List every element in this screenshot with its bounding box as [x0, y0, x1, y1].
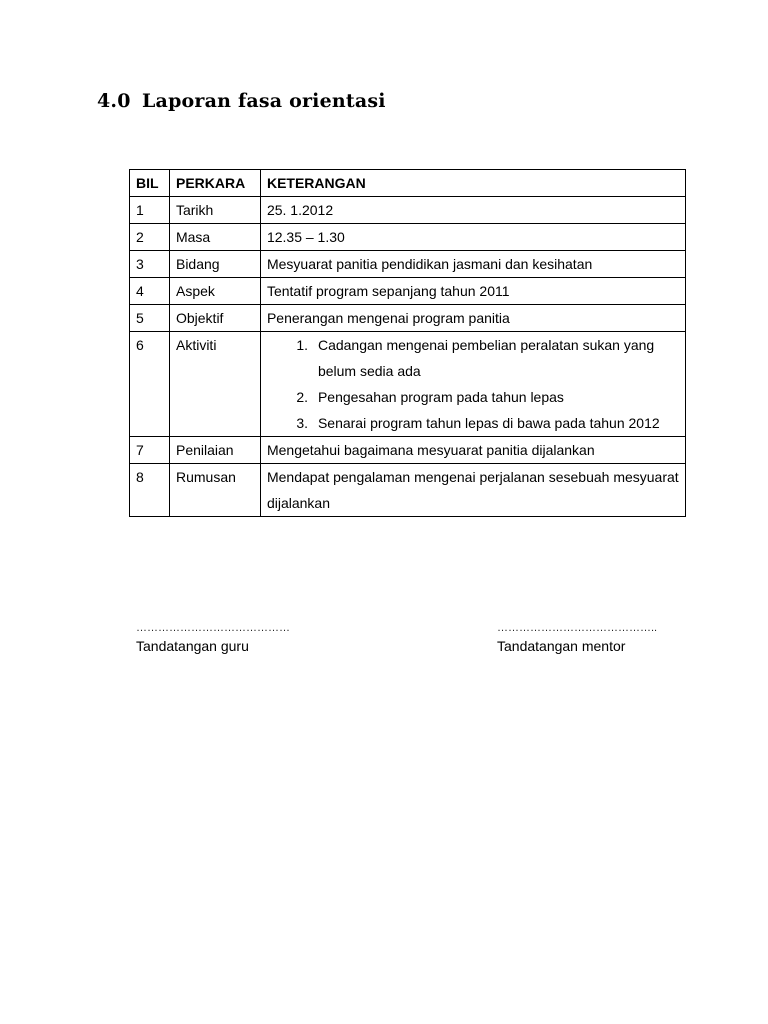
signature-label: Tandatangan guru	[136, 638, 249, 654]
cell-keterangan: Mendapat pengalaman mengenai perjalanan sesebuah mesyuarat dijalankan	[260, 464, 685, 517]
cell-keterangan	[260, 332, 685, 437]
cell-perkara: Objektif	[169, 305, 260, 332]
section-number: 4.0	[97, 90, 131, 112]
table-row	[130, 224, 686, 251]
activity-list	[267, 332, 679, 436]
table-row	[130, 197, 686, 224]
list-item: 3. Senarai program tahun lepas di bawa pada tahun 2012	[312, 410, 679, 436]
cell-perkara: Aspek	[169, 278, 260, 305]
table-row	[130, 332, 686, 437]
section-title: Laporan fasa orientasi	[142, 90, 386, 112]
table-header-row	[130, 170, 686, 197]
cell-bil: 2	[130, 224, 170, 251]
list-item: 2. Pengesahan program pada tahun lepas	[312, 384, 679, 410]
cell-bil: 7	[130, 437, 170, 464]
section-heading	[97, 90, 386, 112]
signature-line: ……………………………………	[136, 622, 290, 634]
cell-perkara: Tarikh	[169, 197, 260, 224]
report-table	[129, 169, 686, 517]
cell-keterangan: Penerangan mengenai program panitia	[260, 305, 685, 332]
cell-bil: 6	[130, 332, 170, 437]
cell-keterangan: Mesyuarat panitia pendidikan jasmani dan kesihatan	[260, 251, 685, 278]
cell-bil: 8	[130, 464, 170, 517]
table-row	[130, 464, 686, 517]
table-row	[130, 278, 686, 305]
cell-bil: 5	[130, 305, 170, 332]
cell-keterangan: 12.35 – 1.30	[260, 224, 685, 251]
signature-label: Tandatangan mentor	[497, 638, 626, 654]
cell-bil: 1	[130, 197, 170, 224]
signature-line: ……………………………………..	[497, 622, 658, 634]
header-perkara: PERKARA	[169, 170, 260, 197]
list-item: 1. Cadangan mengenai pembelian peralatan sukan yang belum sedia ada	[312, 332, 679, 384]
cell-keterangan: Mengetahui bagaimana mesyuarat panitia dijalankan	[260, 437, 685, 464]
table-row	[130, 437, 686, 464]
mentor-signature	[497, 620, 657, 656]
cell-perkara: Aktiviti	[169, 332, 260, 437]
teacher-signature	[136, 620, 290, 656]
cell-perkara: Masa	[169, 224, 260, 251]
table-row	[130, 305, 686, 332]
cell-keterangan: Tentatif program sepanjang tahun 2011	[260, 278, 685, 305]
table-row	[130, 251, 686, 278]
cell-keterangan: 25. 1.2012	[260, 197, 685, 224]
cell-perkara: Penilaian	[169, 437, 260, 464]
cell-perkara: Bidang	[169, 251, 260, 278]
cell-bil: 4	[130, 278, 170, 305]
cell-bil: 3	[130, 251, 170, 278]
cell-perkara: Rumusan	[169, 464, 260, 517]
header-bil: BIL	[130, 170, 170, 197]
header-keterangan: KETERANGAN	[260, 170, 685, 197]
